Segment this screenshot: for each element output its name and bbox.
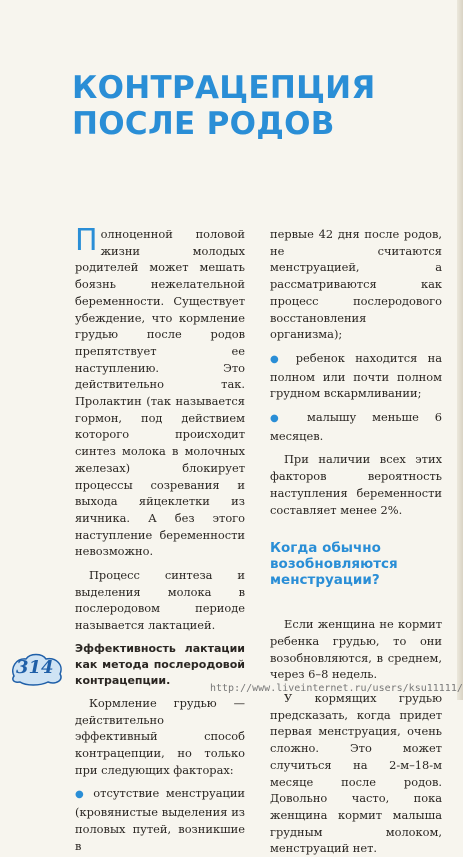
bullet-text-2: ребенок находится на полном или почти полном грудном вскармливании; — [270, 350, 443, 401]
right-column — [270, 226, 442, 857]
lactation-subheading: Эффективность лактации как метода послеродовой контрацепции. — [75, 641, 245, 687]
bullet-icon: ● — [270, 413, 292, 425]
bullet-text-3: малышу меньше 6 месяцев. — [270, 410, 442, 443]
left-column — [75, 223, 245, 854]
intro-text: олноценной половой жизни молодых родителей может мешать боязнь нежелательной беременности. Существует убеждение, что кормление грудью после родов препятствует ее наступлению. Это действительно так. Пролактин (так называется гормон, под действием которого происходит синтез молока в молочных железах) блокирует процессы созревания и выхода яйцеклетки из яичника. А без этого наступление беременности невозможно. — [75, 227, 245, 559]
probability-paragraph: При наличии всех этих факторов вероятность наступления беременности составляет менее 2%. — [270, 452, 442, 517]
watermark-url: http://www.liveinternet.ru/users/ksu11111/ — [210, 683, 463, 694]
intro-paragraph — [75, 223, 245, 560]
title-line-2: ПОСЛЕ РОДОВ — [72, 106, 335, 142]
bullet-item-1 — [75, 785, 245, 854]
page-number: 314 — [16, 657, 54, 678]
non-breastfeeding-paragraph: Если женщина не кормит ребенка грудью, то они возобновляются, в среднем, через 6–8 недель. — [270, 617, 442, 682]
bullet-item-2 — [270, 350, 442, 402]
title-line-1: КОНТРАЦЕПЦИЯ — [72, 70, 376, 106]
bullet-icon: ● — [270, 353, 286, 365]
breastfeeding-paragraph: Кормление грудью — действительно эффективный способ контрацепции, но только при следующих факторах: — [75, 695, 245, 777]
bullet-icon: ● — [75, 789, 87, 801]
drop-cap: П — [75, 223, 98, 258]
page-title — [72, 70, 402, 142]
bullet-text-1: отсутствие менструации (кровянистые выделения из половых путей, возникшие в — [75, 786, 245, 853]
bullet-item-3 — [270, 409, 442, 444]
page-edge — [457, 0, 463, 700]
section-heading: Когда обычно возобновляются менструации? — [270, 540, 398, 589]
lactation-paragraph: Процесс синтеза и выделения молока в послеродовом периоде называется лактацией. — [75, 568, 245, 633]
breastfeeding-menstruation-paragraph: У кормящих грудью предсказать, когда придет первая менструация, очень сложно. Это может случиться на 2-м–18-м месяце после родов. Довольно часто, пока женщина кормит малыша грудным молоком, менструаций нет. — [270, 691, 442, 856]
bullet-continuation: первые 42 дня после родов, не считаются менструацией, а рассматриваются как процесс послеродового восстановления организма); — [270, 227, 442, 342]
